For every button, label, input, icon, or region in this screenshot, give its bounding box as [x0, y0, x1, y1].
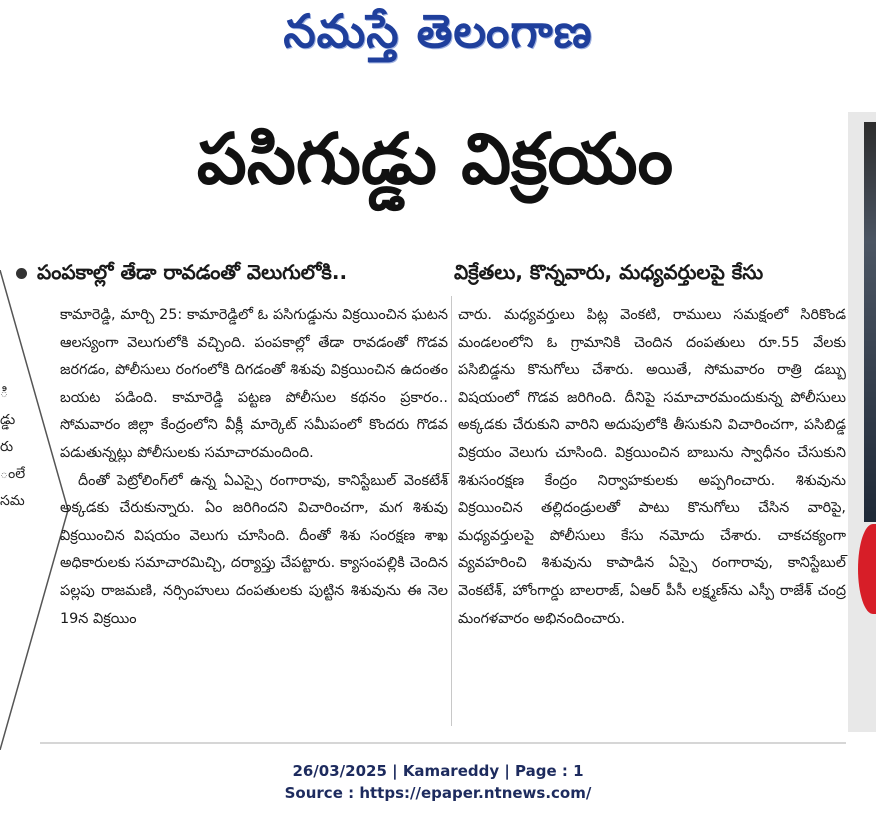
fragment-line: ి — [0, 385, 9, 401]
subheadline-right: విక్రేతలు, కొన్నవారు, మధ్యవర్తులపై కేసు — [454, 260, 764, 284]
fragment-line: ంలే — [0, 466, 26, 482]
footer-date-line: 26/03/2025 | Kamareddy | Page : 1 — [292, 762, 584, 780]
article-column-left — [60, 302, 448, 633]
article-column-right — [458, 302, 846, 633]
adjacent-photo — [864, 122, 876, 522]
subheadline-left-text: పంపకాల్లో తేడా రావడంతో వెలుగులోకి.. — [37, 260, 348, 284]
adjacent-article-fragment — [0, 380, 36, 530]
fragment-line: డ్డు — [0, 412, 16, 428]
adjacent-graphic — [858, 524, 876, 614]
subheadline-left — [16, 260, 446, 289]
masthead-logo: నమస్తే తెలంగాణ — [283, 4, 593, 58]
article-paragraph: దీంతో పెట్రోలింగ్‌లో ఉన్న ఏఎస్సై రంగారావు, కానిస్టేబుల్ వెంకటేశ్ అక్కడకు చేరుకున్నారు. ఏం జరిగిందని విచారించగా, మగ శిశువు విక్రయించిన విషయం వెలుగు చూసింది. దీంతో శిశు సంరక్షణ శాఖ అధికారులకు సమాచారమిచ్చి, దర్యాప్తు చేపట్టారు. క్యాసంపల్లికి చెందిన పల్లపు రాజమణి, నర్సింహులు దంపతులకు పుట్టిన శిశువును ఈ నెల 19న విక్రయిం — [60, 472, 448, 627]
fragment-line: సమ — [0, 493, 25, 509]
page-footer — [0, 760, 876, 804]
column-divider — [451, 296, 452, 726]
adjacent-photo-strip — [848, 112, 876, 732]
article-paragraph: కామారెడ్డి, మార్చి 25: కామారెడ్డిలో ఓ పసిగుడ్డును విక్రయించిన ఘటన ఆలస్యంగా వెలుగులోకి వచ్చింది. పంపకాల్లో తేడా రావడంతో గొడవ జరగడం, పోలీసులు రంగంలోకి దిగడంతో శిశువు విక్రయించిన ఉదంతం బయట పడింది. కామారెడ్డి పట్టణ పోలీసుల కథనం ప్రకారం.. సోమవారం జిల్లా కేంద్రంలోని వీక్లీ మార్కెట్ సమీపంలో కొందరు గొడవ పడుతున్నట్లు పోలీసులకు సమాచారమందింది. — [60, 307, 448, 461]
bottom-rule — [40, 742, 846, 744]
article-paragraph: చారు. మధ్యవర్తులు పిట్ల వెంకటి, రాములు సమక్షంలో సిరికొండ మండలంలోని ఓ గ్రామానికి చెందిన దంపతులు రూ.55 వేలకు పసిబిడ్డను కొనుగోలు చేశారు. అయితే, సోమవారం రాత్రి డబ్బు విషయంలో గొడవ జరిగింది. దీనిపై సమాచారమందుకున్న పోలీసులు అక్కడకు చేరుకుని వారిని అదుపులోకి తీసుకుని విచారించగా, పసిబిడ్డ విక్రయం వెలుగు చూసింది. విక్రయించిన బాబును స్వాధీనం చేసుకుని శిశుసంరక్షణ కేంద్రం నిర్వాహకులకు అప్పగించారు. శిశువును విక్రయించిన తల్లిదండ్రులతో పాటు కొనుగోలు చేసిన వారిపై, మధ్యవర్తులపై పోలీసులు కేసు నమోదు చేశారు. చాకచక్యంగా వ్యవహరించి శిశువును కాపాడిన ఏస్సై రంగారావు, కానిస్టేబుల్ వెంకటేశ్, హోంగార్డు బాలరాజ్, ఏఆర్ పీసీ లక్ష్మణ్‌ను ఎస్పీ రాజేశ్ చంద్ర మంగళవారం అభినందించారు. — [458, 307, 846, 627]
page-headline: పసిగుడ్డు విక్రయం — [196, 118, 674, 200]
fragment-line: రు — [0, 439, 14, 455]
footer-source-link[interactable]: Source : https://epaper.ntnews.com/ — [284, 784, 592, 802]
